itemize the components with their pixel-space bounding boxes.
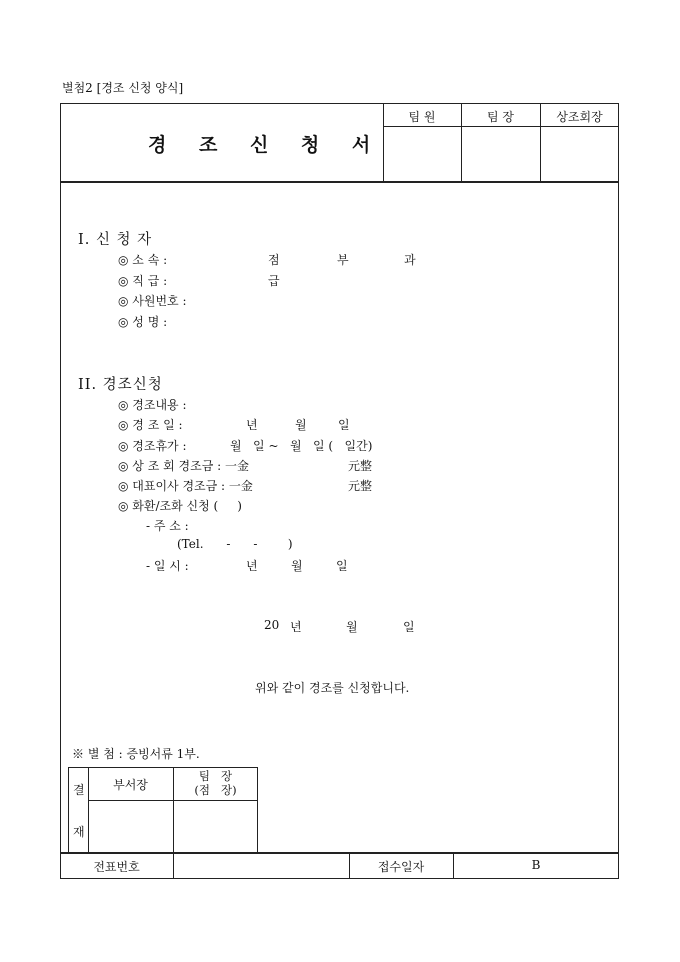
- event-date-month: 월: [295, 418, 307, 432]
- event-date-year: 년: [246, 418, 258, 432]
- approval-side-label-1: 결: [73, 783, 85, 797]
- attachment-note: ※ 별 첨 : 증빙서류 1부.: [72, 747, 200, 761]
- employee-number-label: ◎ 사원번호 :: [118, 294, 187, 308]
- header-divider: [60, 181, 619, 183]
- ceo-amount-unit: 元整: [348, 479, 373, 493]
- receipt-date-value: B: [531, 858, 541, 872]
- event-date-day: 일: [338, 418, 350, 432]
- approval-team-leader: 팀 장: [487, 110, 514, 124]
- slip-number-label: 전표번호: [93, 860, 140, 874]
- rank-unit: 급: [268, 274, 280, 288]
- dept-label: ◎ 소 속 :: [118, 253, 168, 267]
- tel-field: (Tel. - - ): [177, 537, 293, 551]
- event-date-label: ◎ 경 조 일 :: [118, 418, 183, 432]
- dept-unit-section: 과: [404, 253, 416, 267]
- section2-heading: II. 경조신청: [78, 377, 163, 393]
- leave-label: ◎ 경조휴가 :: [118, 439, 187, 453]
- approval-team-member: 팀 원: [408, 110, 436, 124]
- date-line-month: 월: [346, 620, 358, 634]
- date-line-prefix: 20: [264, 618, 280, 632]
- dept-unit-branch: 점: [268, 253, 280, 267]
- mutual-aid-amount-label: ◎ 상 조 회 경조금 : 一金: [118, 459, 249, 473]
- application-statement: 위와 같이 경조를 신청합니다.: [255, 681, 410, 695]
- approval-grid-line: [383, 126, 619, 127]
- approval-chair: 상조회장: [556, 110, 603, 124]
- approval-dept-head: 부서장: [113, 778, 148, 792]
- section1-heading: I. 신 청 자: [78, 232, 153, 248]
- approval-team-head: 팀 장: [198, 769, 233, 783]
- datetime-day: 일: [336, 559, 348, 573]
- attachment-label: 별첨2 [경조 신청 양식]: [62, 81, 184, 95]
- wreath-request-label: ◎ 화환/조화 신청 ( ): [118, 499, 242, 513]
- approval-side-label-2: 재: [73, 825, 85, 839]
- receipt-date-label: 접수일자: [377, 860, 425, 874]
- datetime-year: 년: [246, 559, 258, 573]
- name-label: ◎ 성 명 :: [118, 315, 168, 329]
- address-label: - 주 소 :: [146, 519, 189, 533]
- rank-label: ◎ 직 급 :: [118, 274, 168, 288]
- ceo-amount-label: ◎ 대표이사 경조금 : 一金: [118, 479, 253, 493]
- footer-divider: [60, 852, 619, 854]
- date-line-day: 일: [403, 620, 415, 634]
- dept-unit-division: 부: [337, 253, 349, 267]
- mutual-aid-amount-unit: 元整: [348, 459, 373, 473]
- form-title: 경 조 신 청 서: [148, 134, 384, 156]
- datetime-month: 월: [291, 559, 303, 573]
- approval-branch-head: (점 장): [194, 783, 237, 797]
- footer-grid-line: [173, 852, 174, 879]
- date-line-year: 년: [290, 620, 302, 634]
- approval-box-line: [88, 800, 258, 801]
- datetime-label: - 일 시 :: [146, 559, 189, 573]
- leave-period: 월 일 ~ 월 일 ( 일간): [230, 439, 373, 453]
- content-label: ◎ 경조내용 :: [118, 398, 187, 412]
